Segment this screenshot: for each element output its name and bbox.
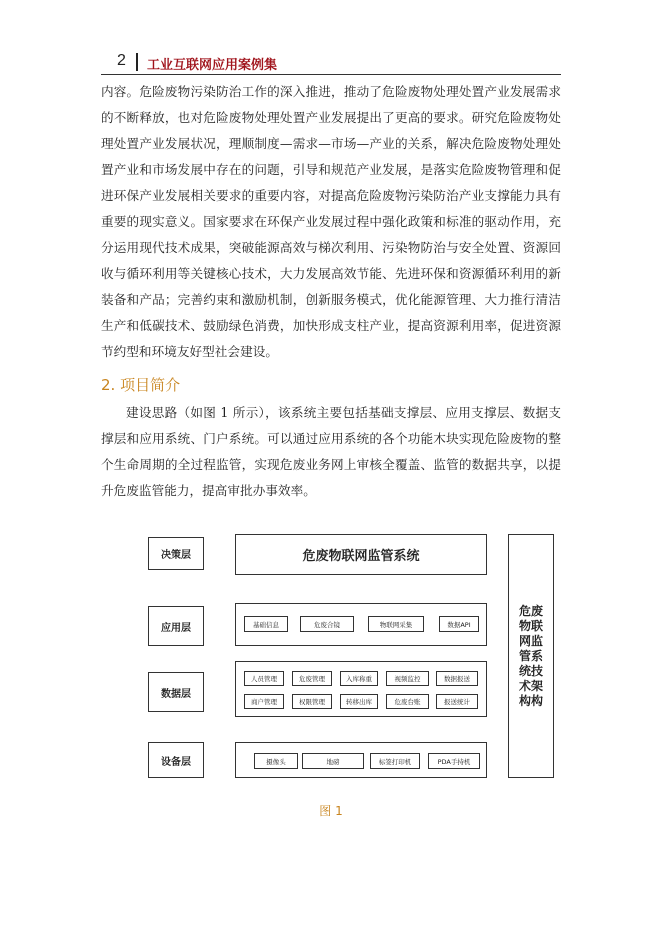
module-weighing: 入库称重	[340, 671, 378, 686]
module-hazard-combo: 危废合镜	[300, 616, 354, 632]
layer-label-application: 应用层	[148, 606, 204, 646]
module-report-stats: 报送统计	[436, 694, 478, 709]
data-group	[235, 661, 487, 717]
module-video: 视频监控	[386, 671, 429, 686]
figure-caption: 图 1	[319, 804, 343, 818]
module-pda: PDA手持机	[428, 753, 480, 769]
module-data-report: 数据报送	[436, 671, 478, 686]
layer-label-data: 数据层	[148, 672, 204, 712]
module-basic-info: 基础信息	[244, 616, 288, 632]
module-data-api: 数据API	[439, 616, 479, 632]
section-title: 2. 项目简介	[101, 376, 181, 394]
device-group	[235, 742, 487, 778]
architecture-side-title: 危废物联网监管系统技术架构构	[518, 603, 543, 708]
layer-label-device: 设备层	[148, 742, 204, 778]
system-title-box: 危废物联网监管系统	[235, 534, 487, 575]
module-label-printer: 标签打印机	[370, 753, 420, 769]
page-header	[101, 50, 561, 74]
module-personnel: 人员管理	[244, 671, 284, 686]
header-rule	[101, 74, 561, 75]
body-paragraph-1: 内容。危险废物污染防治工作的深入推进，推动了危险废物处理处置产业发展需求的不断释放，也对危险废物处理处置产业发展提出了更高的要求。研究危险废物处理处置产业发展状况，理顺制度—需求—市场—产业的关系，解决危险废物处理处置产业和市场发展中存在的问题，引导和规范产业发展，是落实危险废物管理和促进环保产业发展相关要求的重要内容，对提高危险废物污染防治产业支撑能力具有重要的现实意义。国家要求在环保产业发展过程中强化政策和标准的驱动作用，充分运用现代技术成果，突破能源高效与梯次利用、污染物防治与安全处置、资源回收与循环利用等关键核心技术，大力发展高效节能、先进环保和资源循环利用的新装备和产品；完善约束和激励机制，创新服务模式，优化能源管理、大力推行清洁生产和低碳技术、鼓励绿色消费，加快形成支柱产业，提高资源利用率，促进资源节约型和环境友好型社会建设。	[101, 84, 561, 359]
module-camera: 摄像头	[254, 753, 298, 769]
body-paragraph-2: 建设思路（如图 1 所示），该系统主要包括基础支撑层、应用支撑层、数据支撑层和应用系统、门户系统。可以通过应用系统的各个功能木块实现危险废物的整个生命周期的全过程监管，实现危废业务网上审核全覆盖、监管的数据共享，以提升危废监管能力，提高审批办事效率。	[101, 405, 561, 498]
module-scale: 地磅	[302, 753, 364, 769]
book-title: 工业互联网应用案例集	[147, 58, 278, 73]
header-divider	[136, 53, 138, 71]
application-group	[235, 603, 487, 646]
module-merchant: 商户管理	[244, 694, 284, 709]
page-number: 2	[117, 52, 126, 69]
module-ledger: 危废台账	[386, 694, 429, 709]
module-permission: 权限管理	[292, 694, 332, 709]
module-waste-mgmt: 危废管理	[292, 671, 332, 686]
module-transfer-out: 转移出库	[340, 694, 378, 709]
layer-label-decision: 决策层	[148, 537, 204, 570]
architecture-side-box	[508, 534, 554, 778]
module-iot-collect: 物联网采集	[368, 616, 424, 632]
